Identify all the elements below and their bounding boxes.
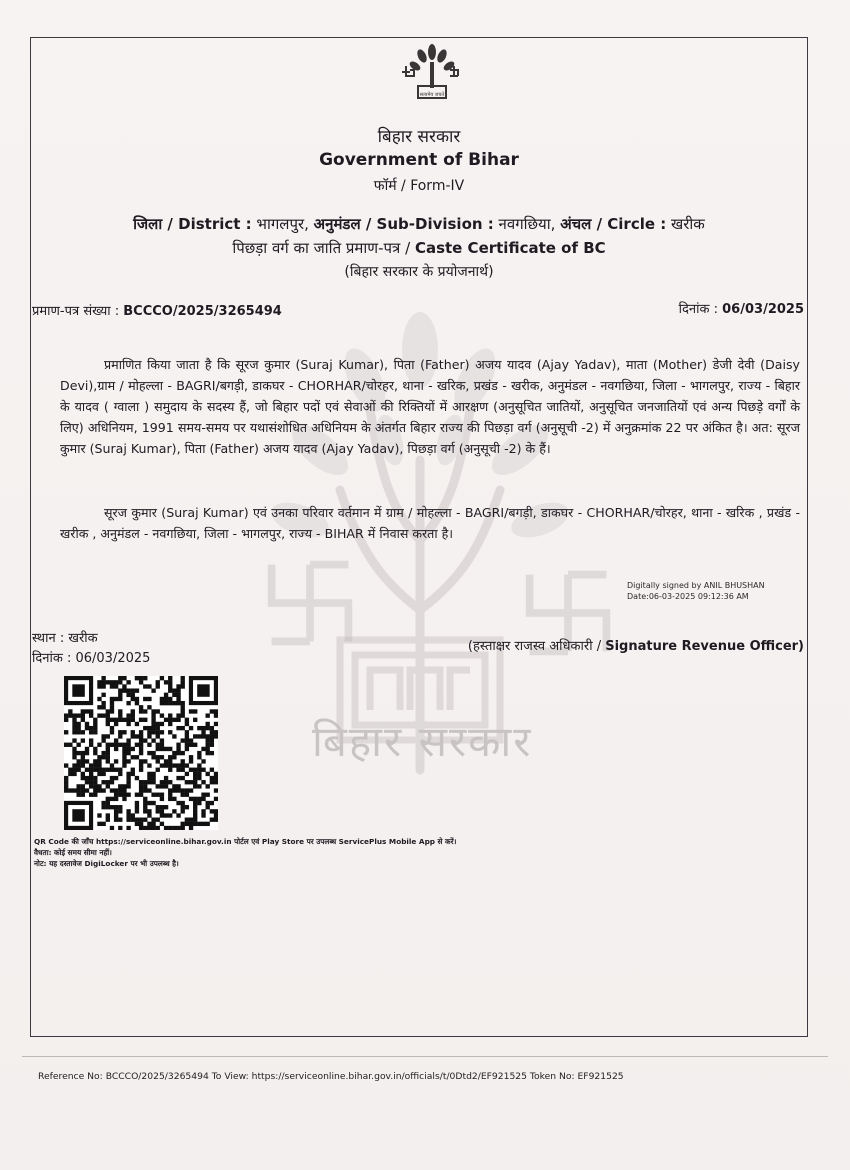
qr-notes [34,836,456,869]
subdivision-label: अनुमंडल / Sub-Division : [313,215,494,233]
certificate-number-value: BCCCO/2025/3265494 [123,304,282,319]
certificate-title-english: Caste Certificate of BC [414,239,606,257]
district-value: भागलपुर, [251,215,314,233]
emblem-text: सत्यमेव जयते [419,92,445,98]
footer-divider [22,1056,828,1057]
circle-value: खरीक [666,215,705,233]
digital-signature-date: Date:06-03-2025 09:12:36 AM [627,592,749,601]
swastika-watermark-left-icon [262,555,358,651]
subdivision-value: नवगछिया, [493,215,561,233]
officer-signature-english: Signature Revenue Officer) [605,639,804,654]
certificate-title [30,238,808,258]
certificate-title-hindi: पिछड़ा वर्ग का जाति प्रमाण-पत्र / [232,239,415,257]
certificate-date-label: दिनांक : [678,302,723,317]
circle-label: अंचल / Circle : [560,215,667,233]
officer-signature-line [468,636,804,654]
watermark-text: बिहार सरकार [312,717,533,766]
officer-signature-hindi: (हस्ताक्षर राजस्व अधिकारी / [467,639,606,654]
title-english: Government of Bihar [319,150,519,170]
certificate-date-value: 06/03/2025 [722,302,804,317]
district-label: जिला / District : [133,215,252,233]
district-line [30,214,808,234]
qr-note-validity: वैधता: कोई समय सीमा नहीं। [34,848,112,857]
qr-note-verify: QR Code की जाँच https://serviceonline.bihar.gov.in पोर्टल एवं Play Store पर उपलब्ध ServicePlus Mobile App से करें। [34,837,457,846]
certificate-number [32,301,282,319]
footer-reference: Reference No: BCCCO/2025/3265494 To View: https://serviceonline.bihar.gov.in/officials/t/0Dtd2/EF921525 Token No: EF921525 [38,1071,624,1082]
digital-signature-name: Digitally signed by ANIL BHUSHAN [627,581,765,590]
issue-date: दिनांक : 06/03/2025 [32,651,151,666]
bodhi-tree-emblem-icon [400,42,464,104]
form-number: फॉर्म / Form-IV [373,178,465,194]
title-hindi: बिहार सरकार [377,127,461,147]
certificate-body-paragraph-2: सूरज कुमार (Suraj Kumar) एवं उनका परिवार वर्तमान में ग्राम / मोहल्ला - BAGRI/बगड़ी, डाकघर - CHORHAR/चोरहर, थाना - खरिक , प्रखंड - खरीक , अनुमंडल - नवगछिया, जिला - भागलपुर, राज्य - BIHAR में निवास करता है। [60,505,800,541]
issue-place: स्थान : खरीक [32,631,98,646]
certificate-number-label: प्रमाण-पत्र संख्या : [32,304,124,319]
certificate-body-paragraph-1: प्रमाणित किया जाता है कि सूरज कुमार (Suraj Kumar), पिता (Father) अजय यादव (Ajay Yadav), माता (Mother) डेजी देवी (Daisy Devi),ग्राम / मोहल्ला - BAGRI/बगड़ी, डाकघर - CHORHAR/चोरहर, थाना - खरिक, प्रखंड - खरीक, अनुमंडल - नवगछिया, जिला - भागलपुर, राज्य - बिहार के यादव ( ग्वाला ) समुदाय के सदस्य हैं, जो बिहार पदों एवं सेवाओं की रिक्तियों में आरक्षण (अनुसूचित जातियों, अनुसूचित जनजातियों एवं अन्य पिछड़े वर्गों के लिए) अधिनियम, 1991 समय-समय पर यथासंशोधित अधिनियम के अंतर्गत बिहार राज्य की पिछड़ा वर्ग (अनुसूची -2) में अनुक्रमांक 22 पर अंकित है। अत: सूरज कुमार (Suraj Kumar), पिता (Father) अजय यादव (Ajay Yadav), पिछड़ा वर्ग (अनुसूची -2) के हैं। [60,357,800,456]
qr-note-digilocker: नोट: यह दस्तावेज DigiLocker पर भी उपलब्ध है। [34,859,179,868]
certificate-purpose: (बिहार सरकार के प्रयोजनार्थ) [344,264,494,280]
certificate-date [679,299,804,317]
qr-code-icon[interactable] [64,676,218,830]
digital-signature [627,580,765,602]
